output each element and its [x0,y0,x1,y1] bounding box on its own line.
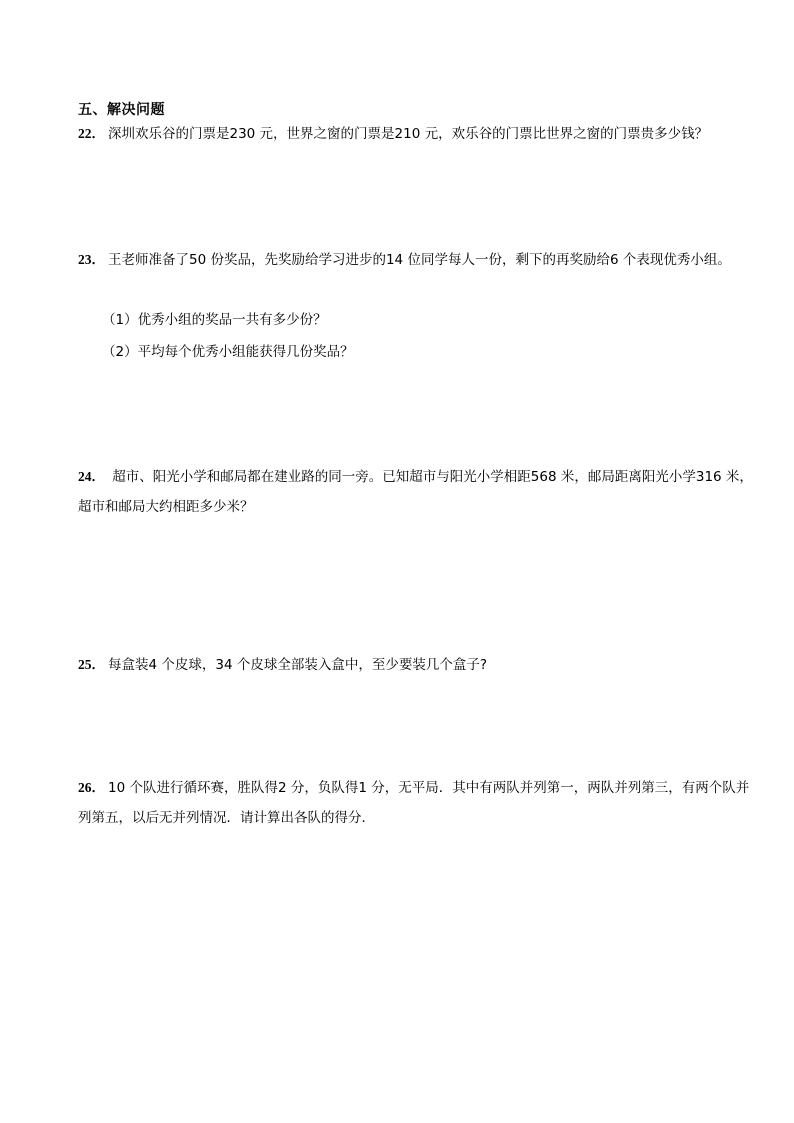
section-title: 五、解决问题 [78,102,165,118]
subquestion-2: （2）平均每个优秀小组能获得几份奖品？ [102,344,354,360]
question-number: 26． [78,780,105,795]
subquestion-1: （1）优秀小组的奖品一共有多少份？ [102,312,327,328]
question-23 [78,245,758,275]
question-22 [78,119,758,149]
question-text: 王老师准备了50 份奖品，先奖励给学习进步的14 位同学每人一份，剩下的再奖励给6 个表现优秀小组。 [108,252,731,268]
question-number: 25． [78,657,105,672]
question-24 [78,462,758,522]
question-text: 超市、阳光小学和邮局都在建业路的同一旁。已知超市与阳光小学相距568 米，邮局距离阳光小学316 米，超市和邮局大约相距多少米？ [78,469,753,515]
question-text: 10 个队进行循环赛，胜队得2 分，负队得1 分，无平局．其中有两队并列第一，两队并列第三，有两个队并列第五，以后无并列情况．请计算出各队的得分． [78,780,750,826]
question-text: 每盒装4 个皮球，34 个皮球全部装入盒中，至少要装几个盒子? [108,657,488,673]
question-number: 24． [78,469,105,484]
question-number: 22． [78,126,105,141]
question-text: 深圳欢乐谷的门票是230 元，世界之窗的门票是210 元，欢乐谷的门票比世界之窗的门票贵多少钱？ [108,126,709,142]
question-25 [78,650,758,680]
question-number: 23． [78,252,105,267]
question-26 [78,773,758,833]
